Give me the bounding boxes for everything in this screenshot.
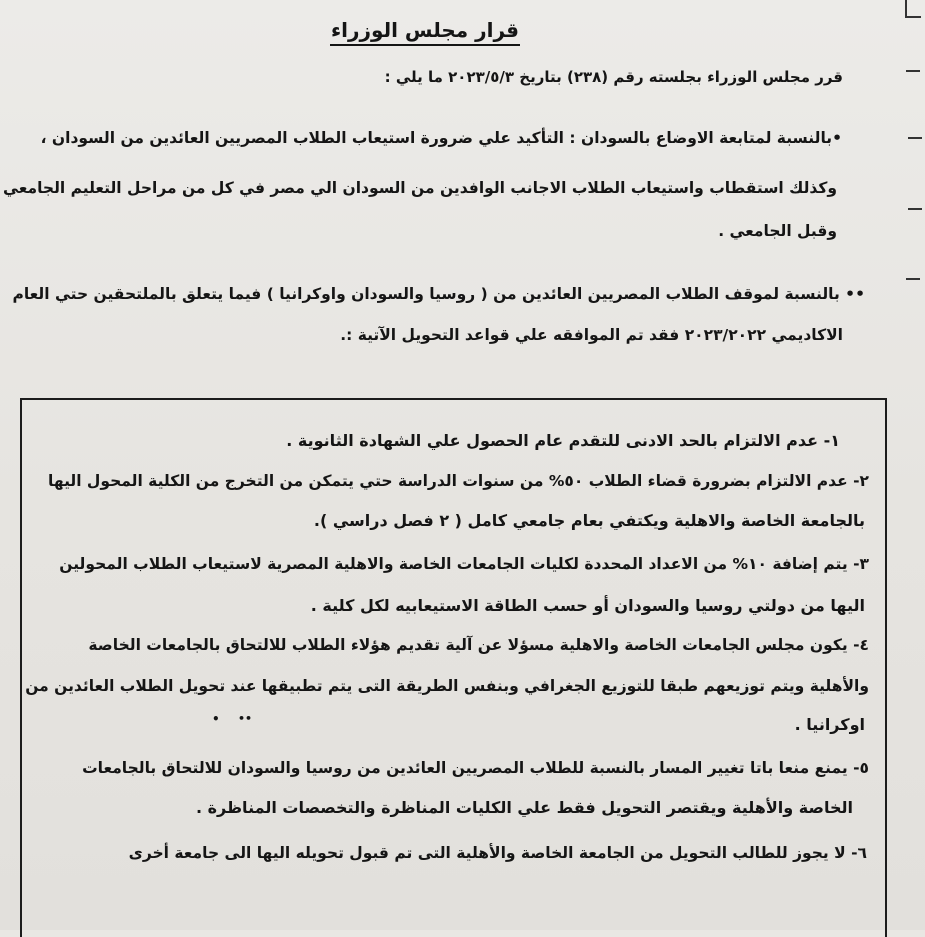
- rule-4-line-2: والأهلية ويتم توزيعهم طبقا للتوزيع الجغرافي وبنفس الطريقة التى يتم تطبيقها عند تحويل الطلاب العائدين من: [25, 677, 869, 695]
- margin-mark: [906, 278, 920, 280]
- stray-mark: ••: [238, 712, 253, 725]
- rule-2-line-1: ٢- عدم الالتزام بضرورة قضاء الطلاب ٥٠% من سنوات الدراسة حتي يتمكن من التخرج من الكلية المحول اليها: [48, 472, 869, 490]
- corner-mark: [905, 0, 921, 18]
- returning-line-1: •• بالنسبة لموقف الطلاب المصريين العائدين من ( روسيا والسودان واوكرانيا ) فيما يتعلق بالملتحقين حتي العام: [12, 285, 865, 303]
- rule-3-line-1: ٣- يتم إضافة ١٠% من الاعداد المحددة لكليات الجامعات الخاصة والاهلية المصرية لاستيعاب الطلاب المحولين: [59, 555, 869, 573]
- stray-mark: •: [212, 712, 220, 726]
- rule-1: ١- عدم الالتزام بالحد الادنى للتقدم عام الحصول علي الشهادة الثانوية .: [286, 431, 840, 450]
- rule-5-line-1: ٥- يمنع منعا باتا تغيير المسار بالنسبة للطلاب المصريين العائدين من روسيا والسودان للالتحاق بالجامعات: [82, 759, 869, 777]
- rule-4-line-1: ٤- يكون مجلس الجامعات الخاصة والاهلية مسؤلا عن آلية تقديم هؤلاء الطلاب للالتحاق بالجامعات الخاصة: [88, 636, 869, 654]
- rule-2-line-2: بالجامعة الخاصة والاهلية ويكتفي بعام جامعي كامل ( ٢ فصل دراسي ).: [313, 511, 865, 530]
- sudan-line-3: وقبل الجامعي .: [718, 222, 837, 240]
- margin-mark: [908, 208, 922, 210]
- sudan-line-2: وكذلك استقطاب واستيعاب الطلاب الاجانب الوافدين من السودان الي مصر في كل من مراحل التعليم الجامعي: [3, 179, 837, 197]
- rule-6: ٦- لا يجوز للطالب التحويل من الجامعة الخاصة والأهلية التى تم قبول تحويله اليها الى جامعة أخرى: [128, 844, 867, 862]
- sudan-line-1: •بالنسبة لمتابعة الاوضاع بالسودان : التأكيد علي ضرورة استيعاب الطلاب المصريين العائدين من السودان ،: [40, 129, 842, 147]
- rule-5-line-2: الخاصة والأهلية ويقتصر التحويل فقط علي الكليات المناظرة والتخصصات المناظرة .: [195, 798, 853, 817]
- rule-3-line-2: اليها من دولتي روسيا والسودان أو حسب الطاقة الاستيعابيه لكل كلية .: [310, 596, 865, 615]
- intro-line: قرر مجلس الوزراء بجلسته رقم (٢٣٨) بتاريخ ٢٠٢٣/٥/٣ ما يلي :: [384, 68, 843, 86]
- decision-title: قرار مجلس الوزراء: [330, 18, 520, 46]
- rule-4-line-3: اوكرانيا .: [794, 715, 865, 734]
- margin-mark: [908, 137, 922, 139]
- returning-line-2: الاكاديمي ٢٠٢٣/٢٠٢٢ فقد تم الموافقه علي قواعد التحويل الآتية :.: [340, 326, 843, 344]
- margin-mark: [906, 70, 920, 72]
